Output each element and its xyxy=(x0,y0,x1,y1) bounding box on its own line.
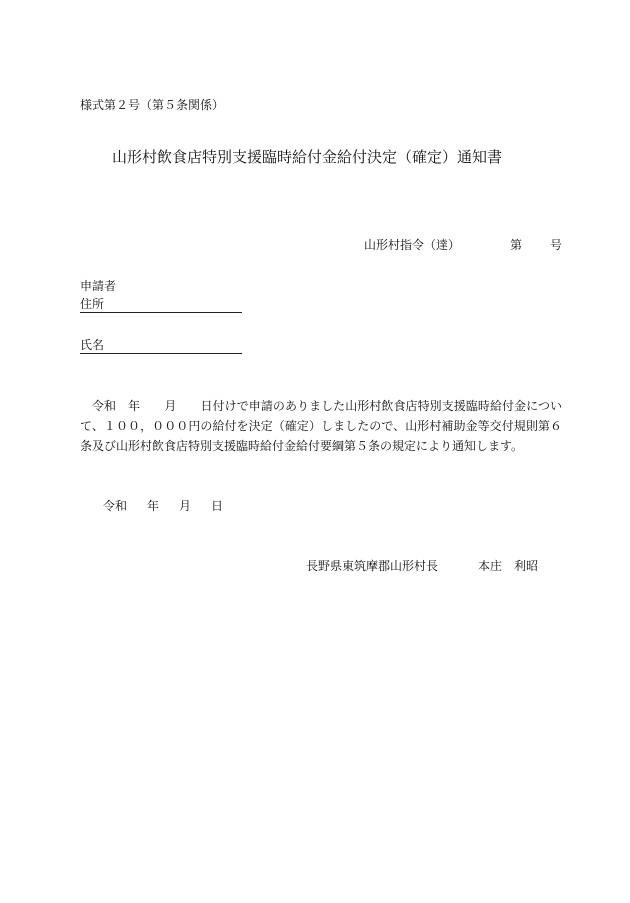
address-label: 住所 xyxy=(80,297,105,311)
address-field xyxy=(80,297,242,313)
notice-body: 令和 年 月 日付けで申請のありました山形村飲食店特別支援臨時給付金について、１００，０００円の給付を決定（確定）しましたので、山形村補助金等交付規則第６条及び山形村飲食店特別支援臨時給付金給付要綱第５条の規定により通知します。 xyxy=(80,399,562,453)
date-year: 年 xyxy=(147,499,160,513)
name-field xyxy=(80,338,242,354)
reference-number-line xyxy=(364,236,562,253)
date-era: 令和 xyxy=(103,499,128,513)
form-number: 様式第２号（第５条関係） xyxy=(80,98,225,112)
date-day: 日 xyxy=(211,499,224,513)
issuer-name: 本庄 利昭 xyxy=(478,559,539,573)
applicant-label: 申請者 xyxy=(80,279,117,293)
reference-label: 山形村指令（達） xyxy=(364,238,461,252)
issue-date-line xyxy=(103,497,223,514)
document-title: 山形村飲食店特別支援臨時給付金給付決定（確定）通知書 xyxy=(112,148,503,166)
issuer-signature xyxy=(306,557,538,574)
reference-go: 号 xyxy=(550,238,563,252)
issuer-title: 長野県東筑摩郡山形村長 xyxy=(306,559,439,573)
date-month: 月 xyxy=(179,499,192,513)
reference-dai: 第 xyxy=(510,238,523,252)
name-label: 氏名 xyxy=(80,338,105,352)
